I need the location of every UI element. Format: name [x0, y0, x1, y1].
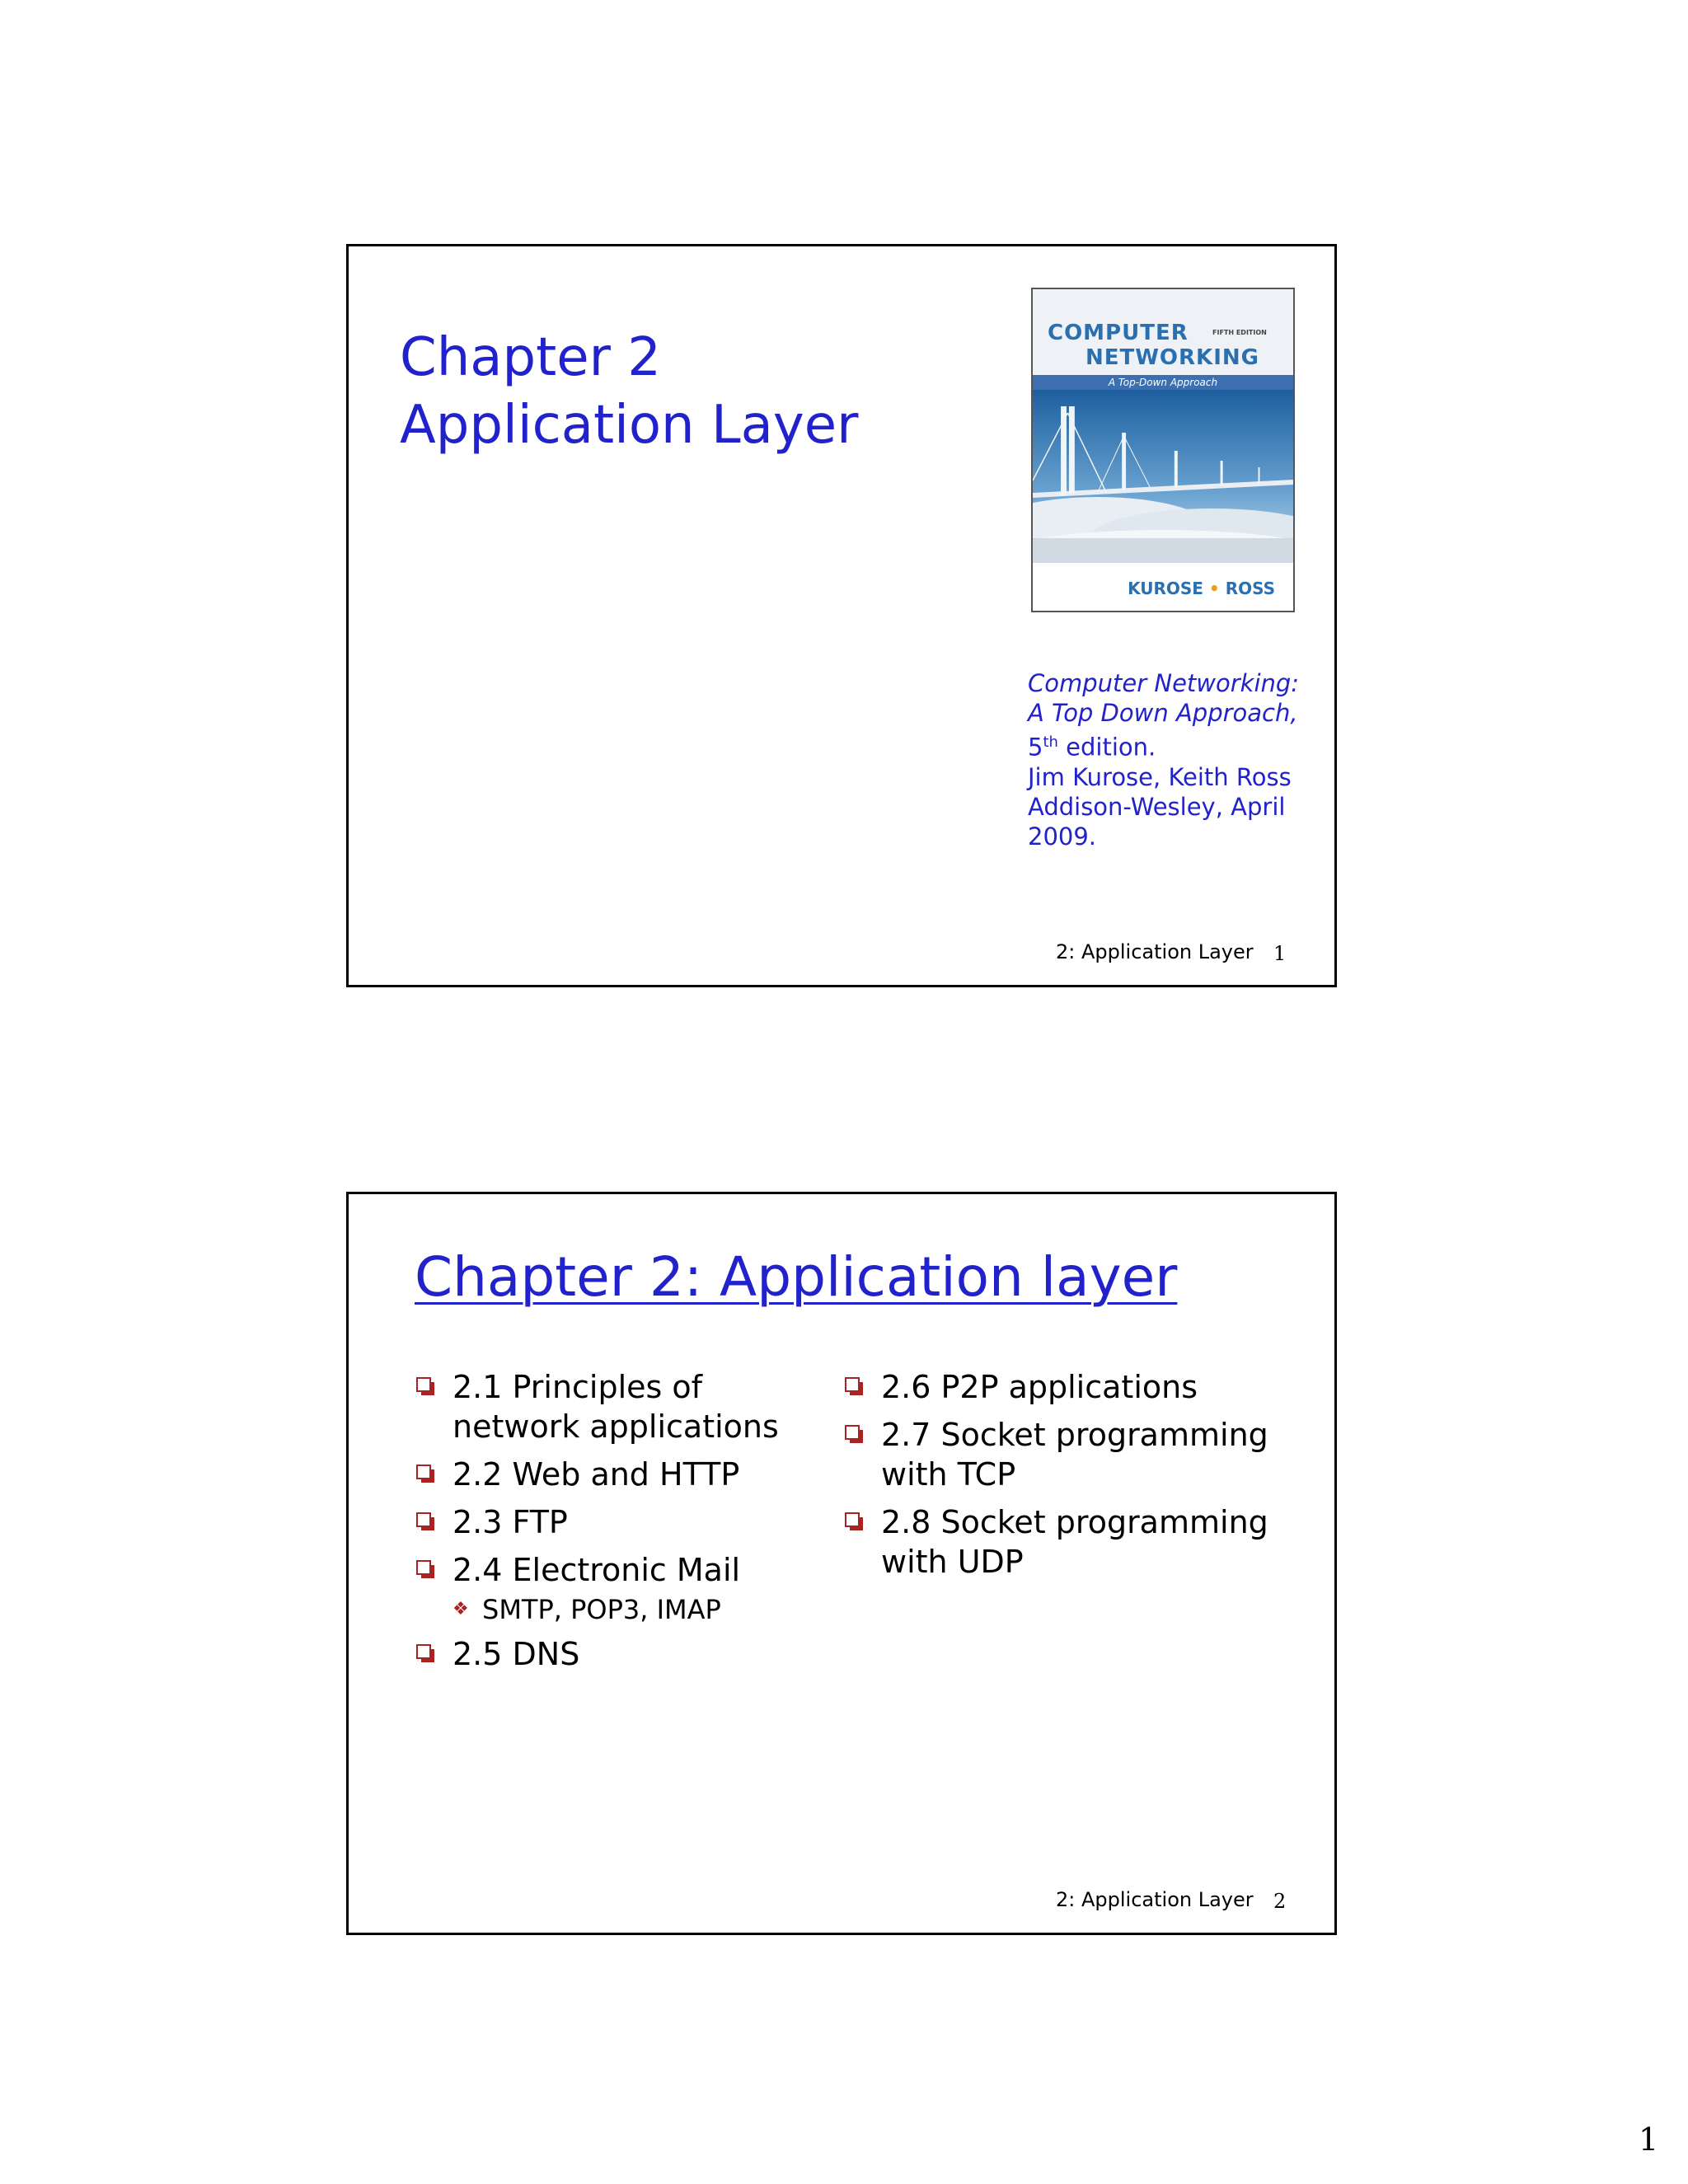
book-citation: [1028, 668, 1308, 851]
title-line-2: Application Layer: [400, 395, 859, 456]
outline-item: [415, 1634, 810, 1674]
outline-sublist: [452, 1593, 810, 1626]
slide-2-title: Chapter 2: Application layer: [415, 1245, 1178, 1309]
checkbox-bullet-icon: [845, 1377, 860, 1392]
citation-publisher: Addison-Wesley, April: [1028, 792, 1286, 821]
outline-subitem: [452, 1593, 810, 1626]
cover-word-computer: COMPUTER: [1048, 321, 1189, 345]
citation-line-1: Computer Networking:: [1028, 669, 1300, 697]
edition-superscript: th: [1043, 733, 1058, 751]
cover-author-2: ROSS: [1225, 579, 1275, 598]
outline-item: [843, 1367, 1272, 1407]
outline-item: [415, 1367, 810, 1446]
outline-left-column: [415, 1367, 810, 1674]
cover-authors: [1033, 565, 1293, 612]
outline-item-text: 2.1 Principles of network applications: [452, 1369, 779, 1445]
cover-word-networking: NETWORKING: [1085, 345, 1259, 370]
page-number: 1: [1639, 2121, 1659, 2158]
outline-item: [415, 1502, 810, 1542]
outline-item: [415, 1455, 810, 1494]
cover-author-1: KUROSE: [1128, 579, 1203, 598]
slide-number: 2: [1273, 1890, 1287, 1913]
edition-text: edition.: [1057, 733, 1156, 762]
citation-year: 2009.: [1028, 822, 1097, 851]
checkbox-bullet-icon: [845, 1512, 860, 1527]
slide-1: [346, 244, 1337, 987]
outline-item: [415, 1550, 810, 1626]
slide-number: 1: [1273, 942, 1287, 965]
checkbox-bullet-icon: [845, 1425, 860, 1440]
outline-item: [843, 1502, 1272, 1582]
citation-edition: [1028, 728, 1308, 762]
bridge-photo: [1033, 390, 1293, 563]
outline-item-text: 2.3 FTP: [452, 1504, 568, 1540]
checkbox-bullet-icon: [416, 1644, 431, 1659]
edition-number: 5: [1028, 733, 1043, 762]
checkbox-bullet-icon: [416, 1465, 431, 1479]
book-cover-image: [1031, 288, 1295, 612]
citation-line-2: A Top Down Approach,: [1028, 699, 1298, 727]
outline-item-text: 2.2 Web and HTTP: [452, 1456, 740, 1493]
footer-label: 2: Application Layer: [1056, 1888, 1254, 1911]
outline-item-text: 2.8 Socket programming with UDP: [881, 1504, 1268, 1580]
cover-edition-tag: FIFTH EDITION: [1212, 329, 1267, 336]
outline-item-text: 2.5 DNS: [452, 1636, 580, 1672]
cover-subtitle: A Top-Down Approach: [1033, 375, 1293, 390]
outline-item: [843, 1415, 1272, 1494]
citation-authors: Jim Kurose, Keith Ross: [1028, 762, 1292, 791]
footer-label: 2: Application Layer: [1056, 940, 1254, 963]
title-line-1: Chapter 2: [400, 327, 661, 388]
diamond-bullet-icon: ❖: [452, 1599, 469, 1619]
checkbox-bullet-icon: [416, 1560, 431, 1575]
cover-author-separator: •: [1208, 579, 1220, 598]
outline-item-text: 2.4 Electronic Mail: [452, 1552, 741, 1588]
checkbox-bullet-icon: [416, 1512, 431, 1527]
outline-item-text: 2.7 Socket programming with TCP: [881, 1417, 1268, 1493]
outline-subitem-text: SMTP, POP3, IMAP: [482, 1594, 721, 1625]
checkbox-bullet-icon: [416, 1377, 431, 1392]
outline-right-column: [843, 1367, 1272, 1582]
outline-item-text: 2.6 P2P applications: [881, 1369, 1198, 1405]
slide-1-title: [400, 324, 858, 459]
slide-2: [346, 1192, 1337, 1935]
